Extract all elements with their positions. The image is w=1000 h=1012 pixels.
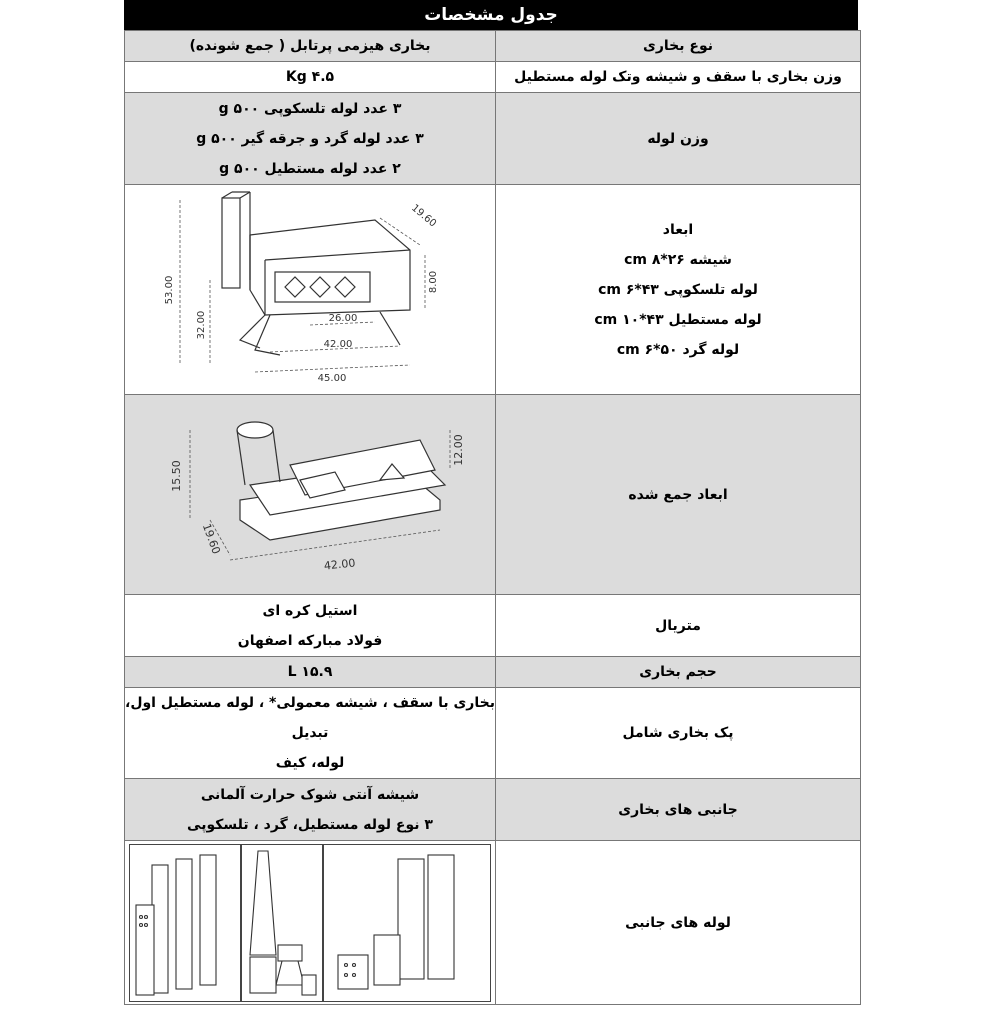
folded-dimensions-drawing xyxy=(125,395,496,595)
value-line: استیل کره ای xyxy=(262,602,358,619)
dim-depth: 19.60 xyxy=(409,202,439,230)
side-pipes-label: لوله های جانبی xyxy=(496,841,861,1005)
value-line: ۱۵.۹ L xyxy=(287,664,333,680)
table-title: جدول مشخصات xyxy=(124,0,858,30)
rectangular-pipes-image xyxy=(323,844,491,1002)
value-line: ۳ عدد لوله تلسکوپی g ۵۰۰ xyxy=(218,100,402,117)
folded-dimensions-label: ابعاد جمع شده xyxy=(496,395,861,595)
table-row xyxy=(125,395,861,595)
stove-dimensions-drawing xyxy=(125,185,496,395)
dim-side: 8.00 xyxy=(428,270,439,293)
volume-value xyxy=(125,657,496,688)
side-pipes-images xyxy=(125,841,496,1005)
accessories-value xyxy=(125,779,496,841)
material-label: متریال xyxy=(496,595,861,657)
material-value xyxy=(125,595,496,657)
dim-inner: 42.00 xyxy=(323,338,353,350)
folded-dim-length: 42.00 xyxy=(323,555,356,573)
telescopic-pipes-image xyxy=(241,844,323,1002)
label-line: لوله مستطیل ۴۳*۱۰ cm xyxy=(594,311,762,328)
folded-dim-side: 12.00 xyxy=(452,433,465,466)
folded-stove-drawing xyxy=(150,400,470,590)
pipe-weight-label: وزن لوله xyxy=(496,93,861,185)
folded-dim-height: 15.50 xyxy=(170,459,183,492)
value-line: ۳ نوع لوله مستطیل، گرد ، تلسکوپی xyxy=(187,816,433,833)
table-row xyxy=(125,688,861,779)
folded-dim-depth: 19.60 xyxy=(199,521,223,556)
value-line: ۲ عدد لوله مستطیل g ۵۰۰ xyxy=(219,160,401,177)
volume-label: حجم بخاری xyxy=(496,657,861,688)
accessories-label: جانبی های بخاری xyxy=(496,779,861,841)
spec-sheet xyxy=(124,0,858,974)
label-line: لوله گرد ۵۰*۶ cm xyxy=(616,341,740,358)
stove-type-value xyxy=(125,31,496,62)
table-row xyxy=(125,93,861,185)
dim-glass: 26.00 xyxy=(328,312,358,324)
table-row xyxy=(125,779,861,841)
label-line: لوله تلسکوپی ۴۳*۶ cm xyxy=(598,281,758,298)
stove-type-label: نوع بخاری xyxy=(496,31,861,62)
spec-table xyxy=(124,30,861,1005)
value-line: شیشه آنتی شوک حرارت آلمانی xyxy=(200,786,420,803)
value-line: بخاری هیزمی پرتابل ( جمع شونده) xyxy=(189,38,431,54)
package-value xyxy=(125,688,496,779)
label-line: ابعاد xyxy=(662,221,694,238)
dim-height: 53.00 xyxy=(164,275,175,304)
table-row xyxy=(125,62,861,93)
table-row xyxy=(125,185,861,395)
dim-leg-height: 32.00 xyxy=(196,310,207,339)
pipe-image-strip xyxy=(125,842,495,1004)
stove-weight-value xyxy=(125,62,496,93)
value-line: ۴.۵ Kg xyxy=(285,69,335,85)
table-row xyxy=(125,657,861,688)
value-line: ۳ عدد لوله گرد و جرقه گیر g ۵۰۰ xyxy=(196,130,424,147)
value-line: بخاری با سقف ، شیشه معمولی* ، لوله مستطیل اول، تبدیل xyxy=(125,695,495,741)
table-row xyxy=(125,595,861,657)
pipe-weight-value xyxy=(125,93,496,185)
stove-drawing xyxy=(160,190,460,390)
round-pipes-image xyxy=(129,844,241,1002)
table-row xyxy=(125,841,861,1005)
value-line: فولاد مبارکه اصفهان xyxy=(237,632,383,649)
dimensions-label xyxy=(496,185,861,395)
package-label: پک بخاری شامل xyxy=(496,688,861,779)
table-row xyxy=(125,31,861,62)
dim-outer: 45.00 xyxy=(317,372,347,384)
label-line: شیشه ۲۶*۸ cm xyxy=(624,251,732,268)
value-line: لوله، کیف xyxy=(275,755,345,771)
stove-weight-label: وزن بخاری با سقف و شیشه وتک لوله مستطیل xyxy=(496,62,861,93)
